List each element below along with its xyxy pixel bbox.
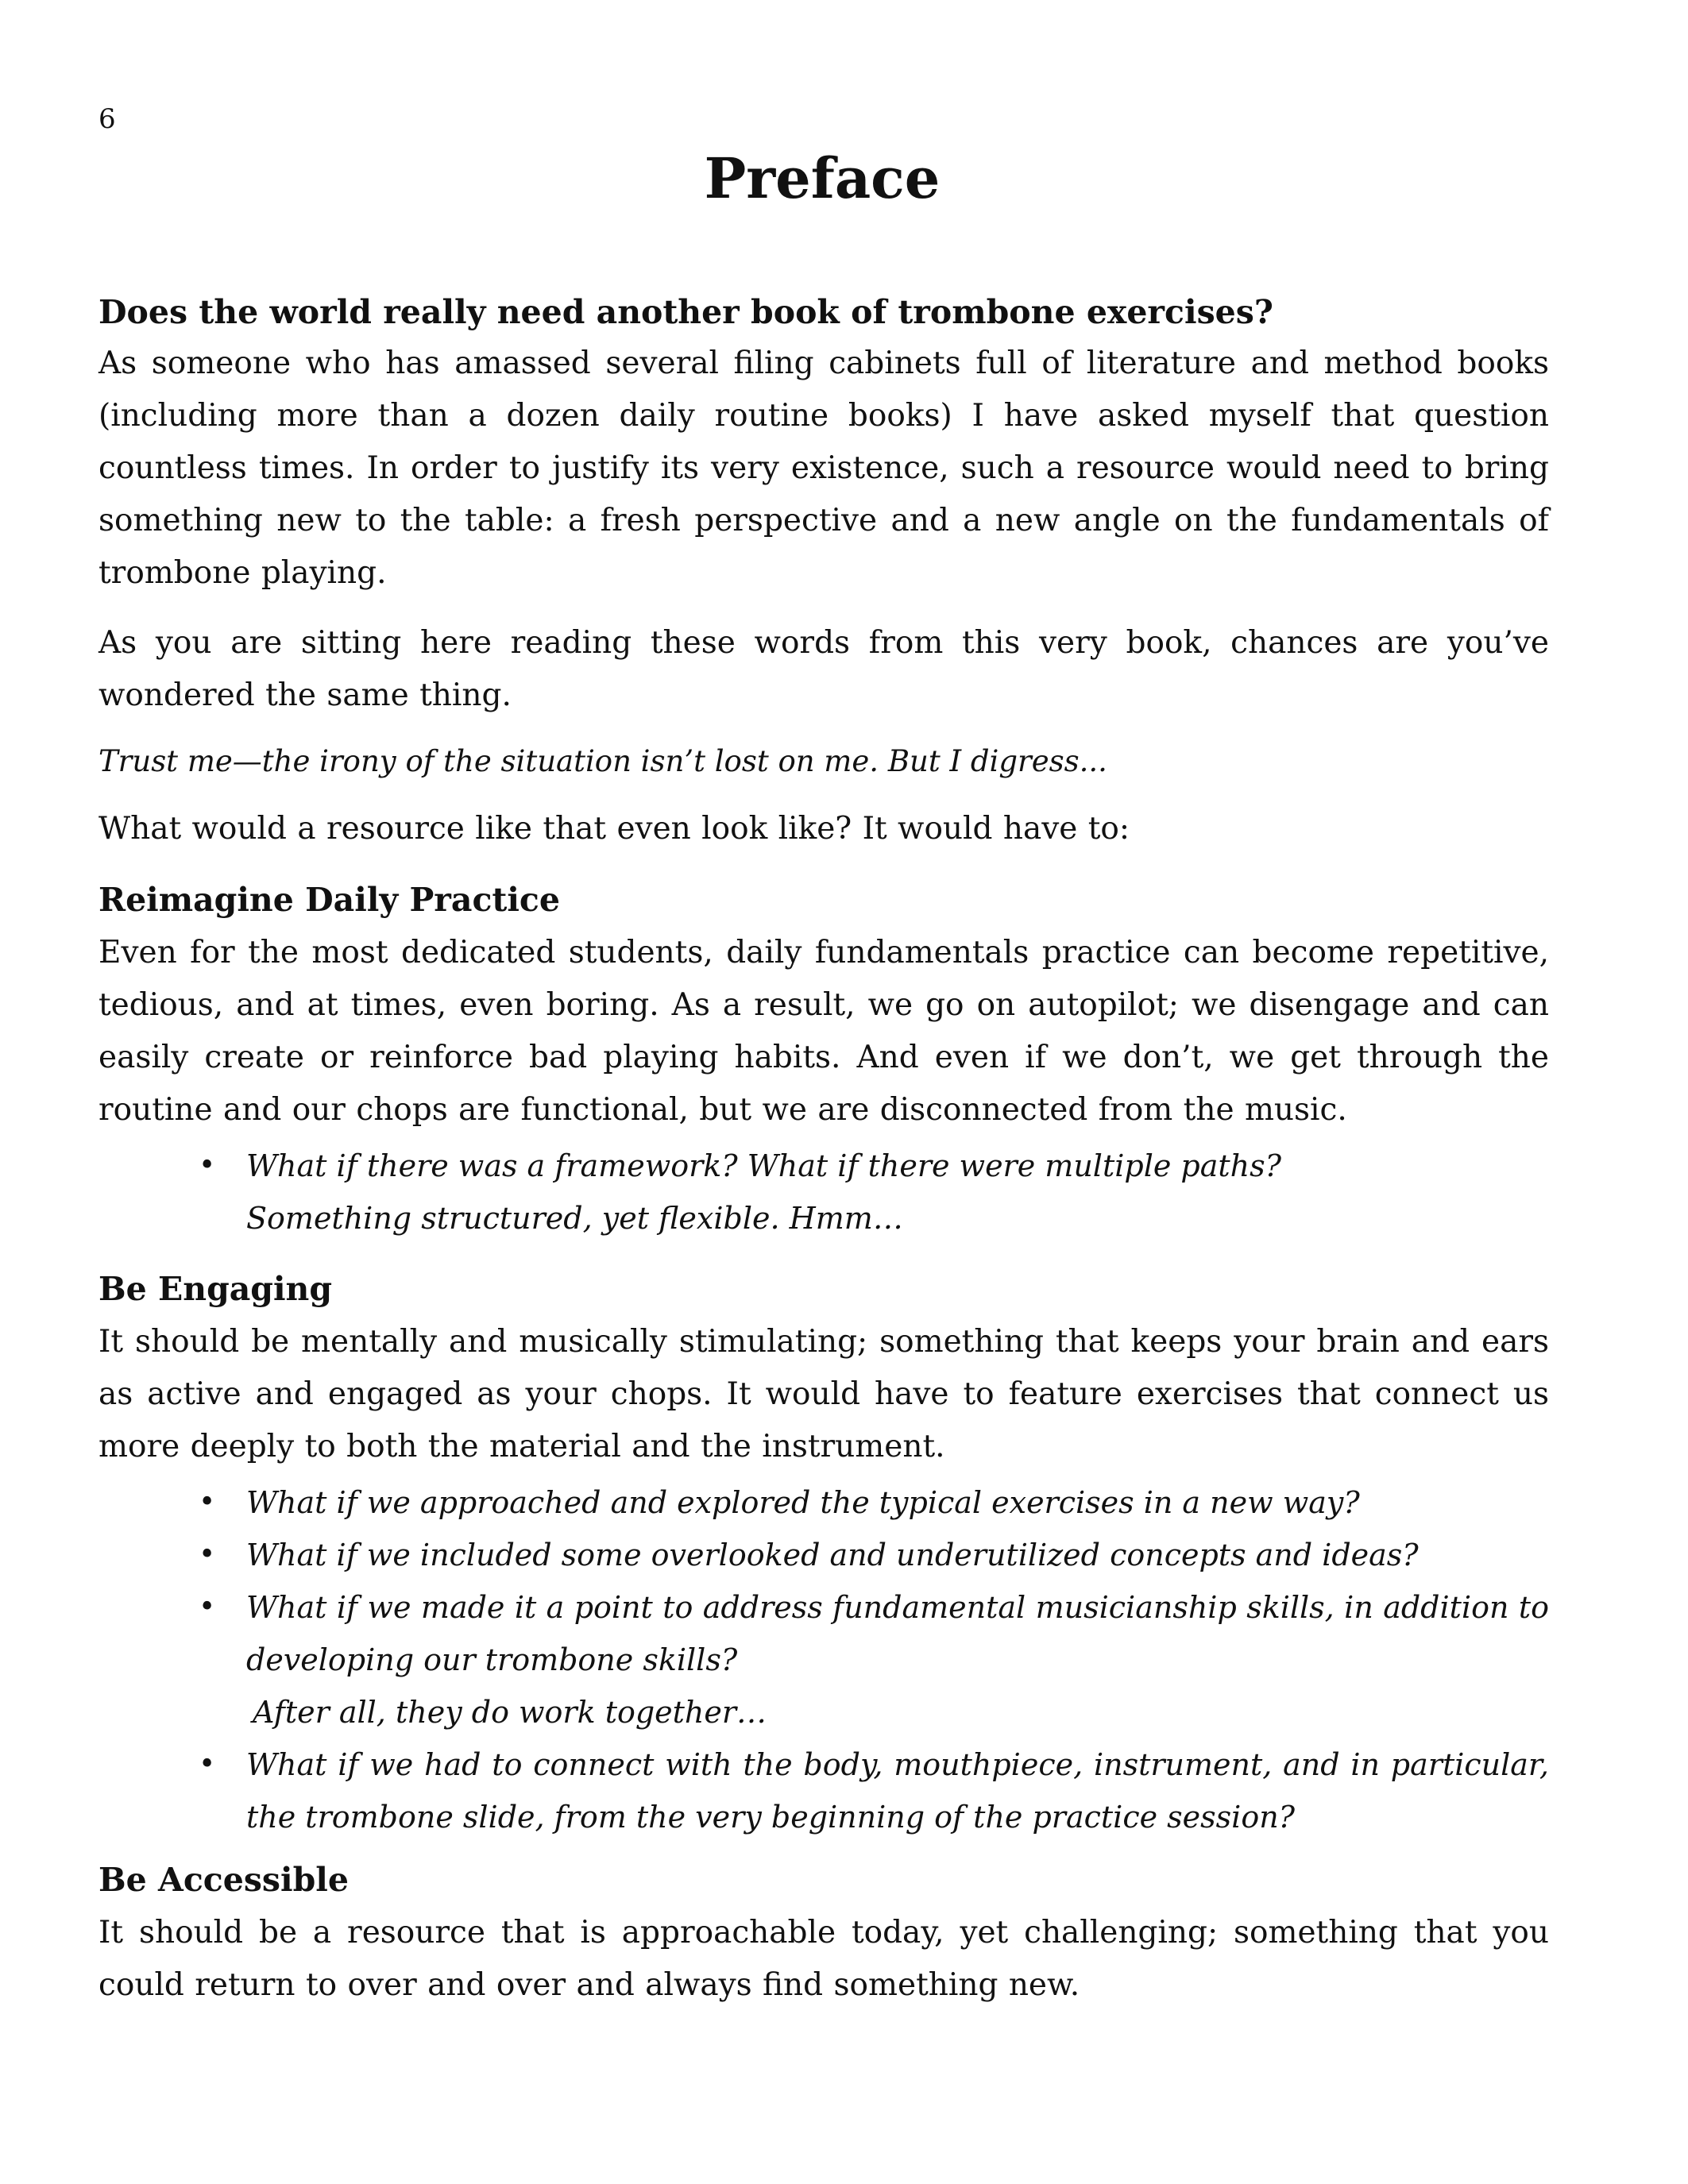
aside-remark: Trust me—the irony of the situation isn’t lost on me. But I digress... [98,744,1107,778]
bullet-text: What if we made it a point to address fundamental musicianship skills, in addition to developing our trombone skills? [246,1590,1549,1677]
page-content [98,290,1549,2012]
bullet-list-be-engaging [98,1476,1549,1843]
page-title: Preface [704,145,941,211]
section-heading-be-accessible: Be Accessible [98,1861,349,1899]
list-item [199,1140,1549,1244]
lead-in-paragraph: What would a resource like that even look like? It would have to: [98,811,1130,847]
question-heading: Does the world really need another book of trombone exercises? [98,293,1273,331]
bullet-text: What if we included some overlooked and underutilized concepts and ideas? [246,1538,1419,1572]
bullet-icon: • [199,1538,216,1571]
intro-paragraph-1: As someone who has amassed several filing cabinets full of literature and method books (including more than a dozen daily routine books) I have asked myself that question countless times. In order to justify its very existence, such a resource would need to bring something new to the table: a fresh perspective and a new angle on the fundamentals of trombone playing. [98,345,1549,591]
bullet-icon: • [199,1591,216,1623]
page-number: 6 [98,103,116,135]
bullet-list-reimagine-daily-practice [98,1140,1549,1244]
section-heading-be-engaging: Be Engaging [98,1270,333,1308]
bullet-icon: • [199,1149,216,1182]
list-item [199,1529,1549,1581]
bullet-text: What if we approached and explored the typical exercises in a new way? [246,1485,1360,1520]
bullet-icon: • [199,1748,216,1781]
list-item [199,1476,1549,1529]
bullet-continuation: Something structured, yet flexible. Hmm… [246,1201,903,1236]
bullet-icon: • [199,1486,216,1518]
section-paragraph-be-engaging: It should be mentally and musically stimulating; something that keeps your brain and ears as active and engaged as your chops. It would have to feature exercises that connect us more deeply to both the material and the instrument. [98,1324,1549,1464]
section-paragraph-be-accessible: It should be a resource that is approachable today, yet challenging; something that you could return to over and over and always find something new. [98,1915,1549,2003]
section-paragraph-reimagine-daily-practice: Even for the most dedicated students, daily fundamentals practice can become repetitive, tedious, and at times, even boring. As a result, we go on autopilot; we disengage and can easily create or reinforce bad playing habits. And even if we don’t, we get through the routine and our chops are functional, but we are disconnected from the music. [98,935,1549,1128]
bullet-text: What if we had to connect with the body, mouthpiece, instrument, and in particular, the trombone slide, from the very beginning of the practice session? [246,1747,1549,1835]
bullet-text: What if there was a framework? What if there were multiple paths? [246,1148,1282,1183]
intro-paragraph-2: As you are sitting here reading these words from this very book, chances are you’ve wondered the same thing. [98,625,1549,713]
list-item [199,1738,1549,1843]
bullet-continuation: After all, they do work together… [253,1695,767,1730]
list-item [199,1581,1549,1738]
section-heading-reimagine-daily-practice: Reimagine Daily Practice [98,881,560,919]
